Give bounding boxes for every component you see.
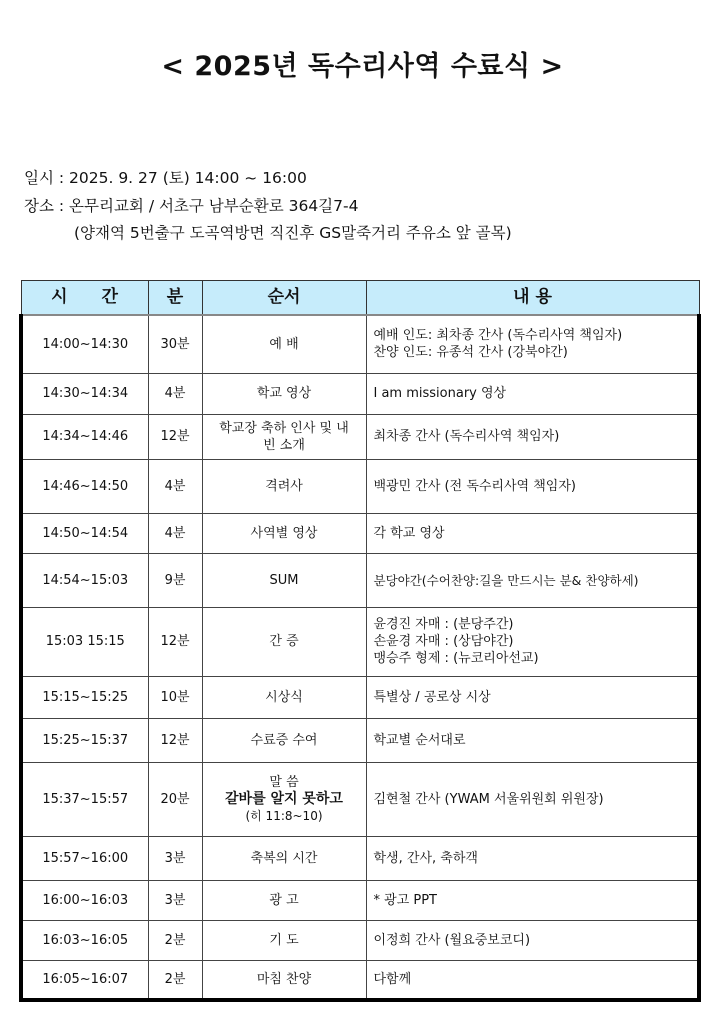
document-title: < 2025년 독수리사역 수료식 >	[161, 51, 564, 82]
cell-content	[366, 920, 699, 960]
cell-minutes: 30분	[148, 315, 202, 373]
cell-minutes: 4분	[148, 513, 202, 553]
sermon-label: 말 씀	[269, 774, 299, 790]
cell-content	[366, 960, 699, 1000]
cell-minutes: 10분	[148, 676, 202, 718]
table-row	[21, 920, 699, 960]
table-row	[21, 880, 699, 920]
cell-order: 학교 영상	[202, 373, 366, 414]
sermon-reference: (히 11:8~10)	[245, 808, 323, 823]
table-row	[21, 960, 699, 1000]
table-row	[21, 315, 699, 373]
cell-time: 14:54~15:03	[21, 553, 148, 607]
table-row	[21, 459, 699, 513]
cell-minutes: 2분	[148, 920, 202, 960]
cell-order: 격려사	[202, 459, 366, 513]
content-line: 백광민 간사 (전 독수리사역 책임자)	[373, 478, 576, 494]
header-time: 시 간	[21, 281, 148, 316]
cell-order: 사역별 영상	[202, 513, 366, 553]
sermon-title: 갈바를 알지 못하고	[225, 790, 343, 807]
table-row	[21, 762, 699, 836]
cell-minutes: 2분	[148, 960, 202, 1000]
cell-time: 16:05~16:07	[21, 960, 148, 1000]
event-date: 일시 : 2025. 9. 27 (토) 14:00 ~ 16:00	[24, 169, 307, 187]
cell-time: 15:57~16:00	[21, 836, 148, 880]
schedule-table	[19, 280, 701, 1002]
content-line: 최차종 간사 (독수리사역 책임자)	[373, 429, 560, 444]
content-line: 손윤경 자매 : (상담야간)	[373, 634, 514, 649]
content-line: 예배 인도: 최차종 간사 (독수리사역 책임자)	[373, 328, 623, 344]
cell-minutes: 12분	[148, 414, 202, 459]
cell-minutes: 9분	[148, 553, 202, 607]
cell-content	[366, 676, 699, 718]
cell-content	[366, 459, 699, 513]
header-order: 순서	[202, 281, 366, 316]
cell-minutes: 3분	[148, 880, 202, 920]
cell-time: 14:34~14:46	[21, 414, 148, 459]
content-line: 찬양 인도: 유종석 간사 (강북야간)	[373, 345, 568, 361]
cell-order: 수료증 수여	[202, 718, 366, 762]
table-row	[21, 836, 699, 880]
table-row	[21, 414, 699, 459]
table-row	[21, 513, 699, 553]
content-line: 맹승주 형제 : (뉴코리아선교)	[373, 651, 539, 666]
header-minutes: 분	[148, 281, 202, 316]
cell-time: 16:03~16:05	[21, 920, 148, 960]
cell-order: 시상식	[202, 676, 366, 718]
table-row	[21, 607, 699, 676]
cell-minutes: 12분	[148, 718, 202, 762]
cell-content	[366, 762, 699, 836]
cell-order: 광 고	[202, 880, 366, 920]
cell-time: 14:30~14:34	[21, 373, 148, 414]
cell-minutes: 12분	[148, 607, 202, 676]
content-line: 이정희 간사 (월요중보코디)	[373, 932, 531, 948]
cell-content	[366, 880, 699, 920]
cell-content	[366, 414, 699, 459]
table-row	[21, 718, 699, 762]
content-line: 분당야간(수어찬양:길을 만드시는 분& 찬양하세)	[373, 572, 639, 588]
content-line: 윤경진 자매 : (분당주간)	[373, 617, 514, 632]
cell-time: 15:25~15:37	[21, 718, 148, 762]
cell-content	[366, 315, 699, 373]
cell-time: 15:03 15:15	[21, 607, 148, 676]
cell-order: 마침 찬양	[202, 960, 366, 1000]
cell-order: 축복의 시간	[202, 836, 366, 880]
cell-content	[366, 513, 699, 553]
cell-order: SUM	[202, 553, 366, 607]
cell-time: 15:37~15:57	[21, 762, 148, 836]
cell-time: 14:50~14:54	[21, 513, 148, 553]
cell-minutes: 20분	[148, 762, 202, 836]
content-line: * 광고 PPT	[373, 892, 438, 908]
cell-minutes: 4분	[148, 459, 202, 513]
content-line: 각 학교 영상	[373, 525, 445, 541]
cell-content	[366, 836, 699, 880]
cell-content	[366, 553, 699, 607]
event-place: 장소 : 온무리교회 / 서초구 남부순환로 364길7-4	[24, 197, 359, 215]
cell-order: 학교장 축하 인사 및 내빈 소개	[202, 414, 366, 459]
content-line: 학교별 순서대로	[373, 732, 466, 748]
cell-time: 16:00~16:03	[21, 880, 148, 920]
cell-order: 기 도	[202, 920, 366, 960]
event-directions: (양재역 5번출구 도곡역방면 직진후 GS말죽거리 주유소 앞 골목)	[74, 224, 512, 242]
cell-content	[366, 607, 699, 676]
content-line: I am missionary 영상	[373, 386, 507, 401]
cell-time: 14:00~14:30	[21, 315, 148, 373]
content-line: 다함께	[373, 971, 412, 987]
cell-order: 간 증	[202, 607, 366, 676]
table-row	[21, 373, 699, 414]
content-line: 특별상 / 공로상 시상	[373, 689, 491, 705]
cell-minutes: 4분	[148, 373, 202, 414]
cell-time: 14:46~14:50	[21, 459, 148, 513]
cell-minutes: 3분	[148, 836, 202, 880]
cell-order	[202, 762, 366, 836]
table-header-row	[21, 281, 699, 316]
cell-order: 예 배	[202, 315, 366, 373]
cell-content	[366, 373, 699, 414]
content-line: 김현철 간사 (YWAM 서울위원회 위원장)	[373, 791, 604, 807]
cell-time: 15:15~15:25	[21, 676, 148, 718]
cell-content	[366, 718, 699, 762]
table-row	[21, 676, 699, 718]
header-content: 내 용	[366, 281, 699, 316]
content-line: 학생, 간사, 축하객	[373, 850, 478, 866]
table-row	[21, 553, 699, 607]
